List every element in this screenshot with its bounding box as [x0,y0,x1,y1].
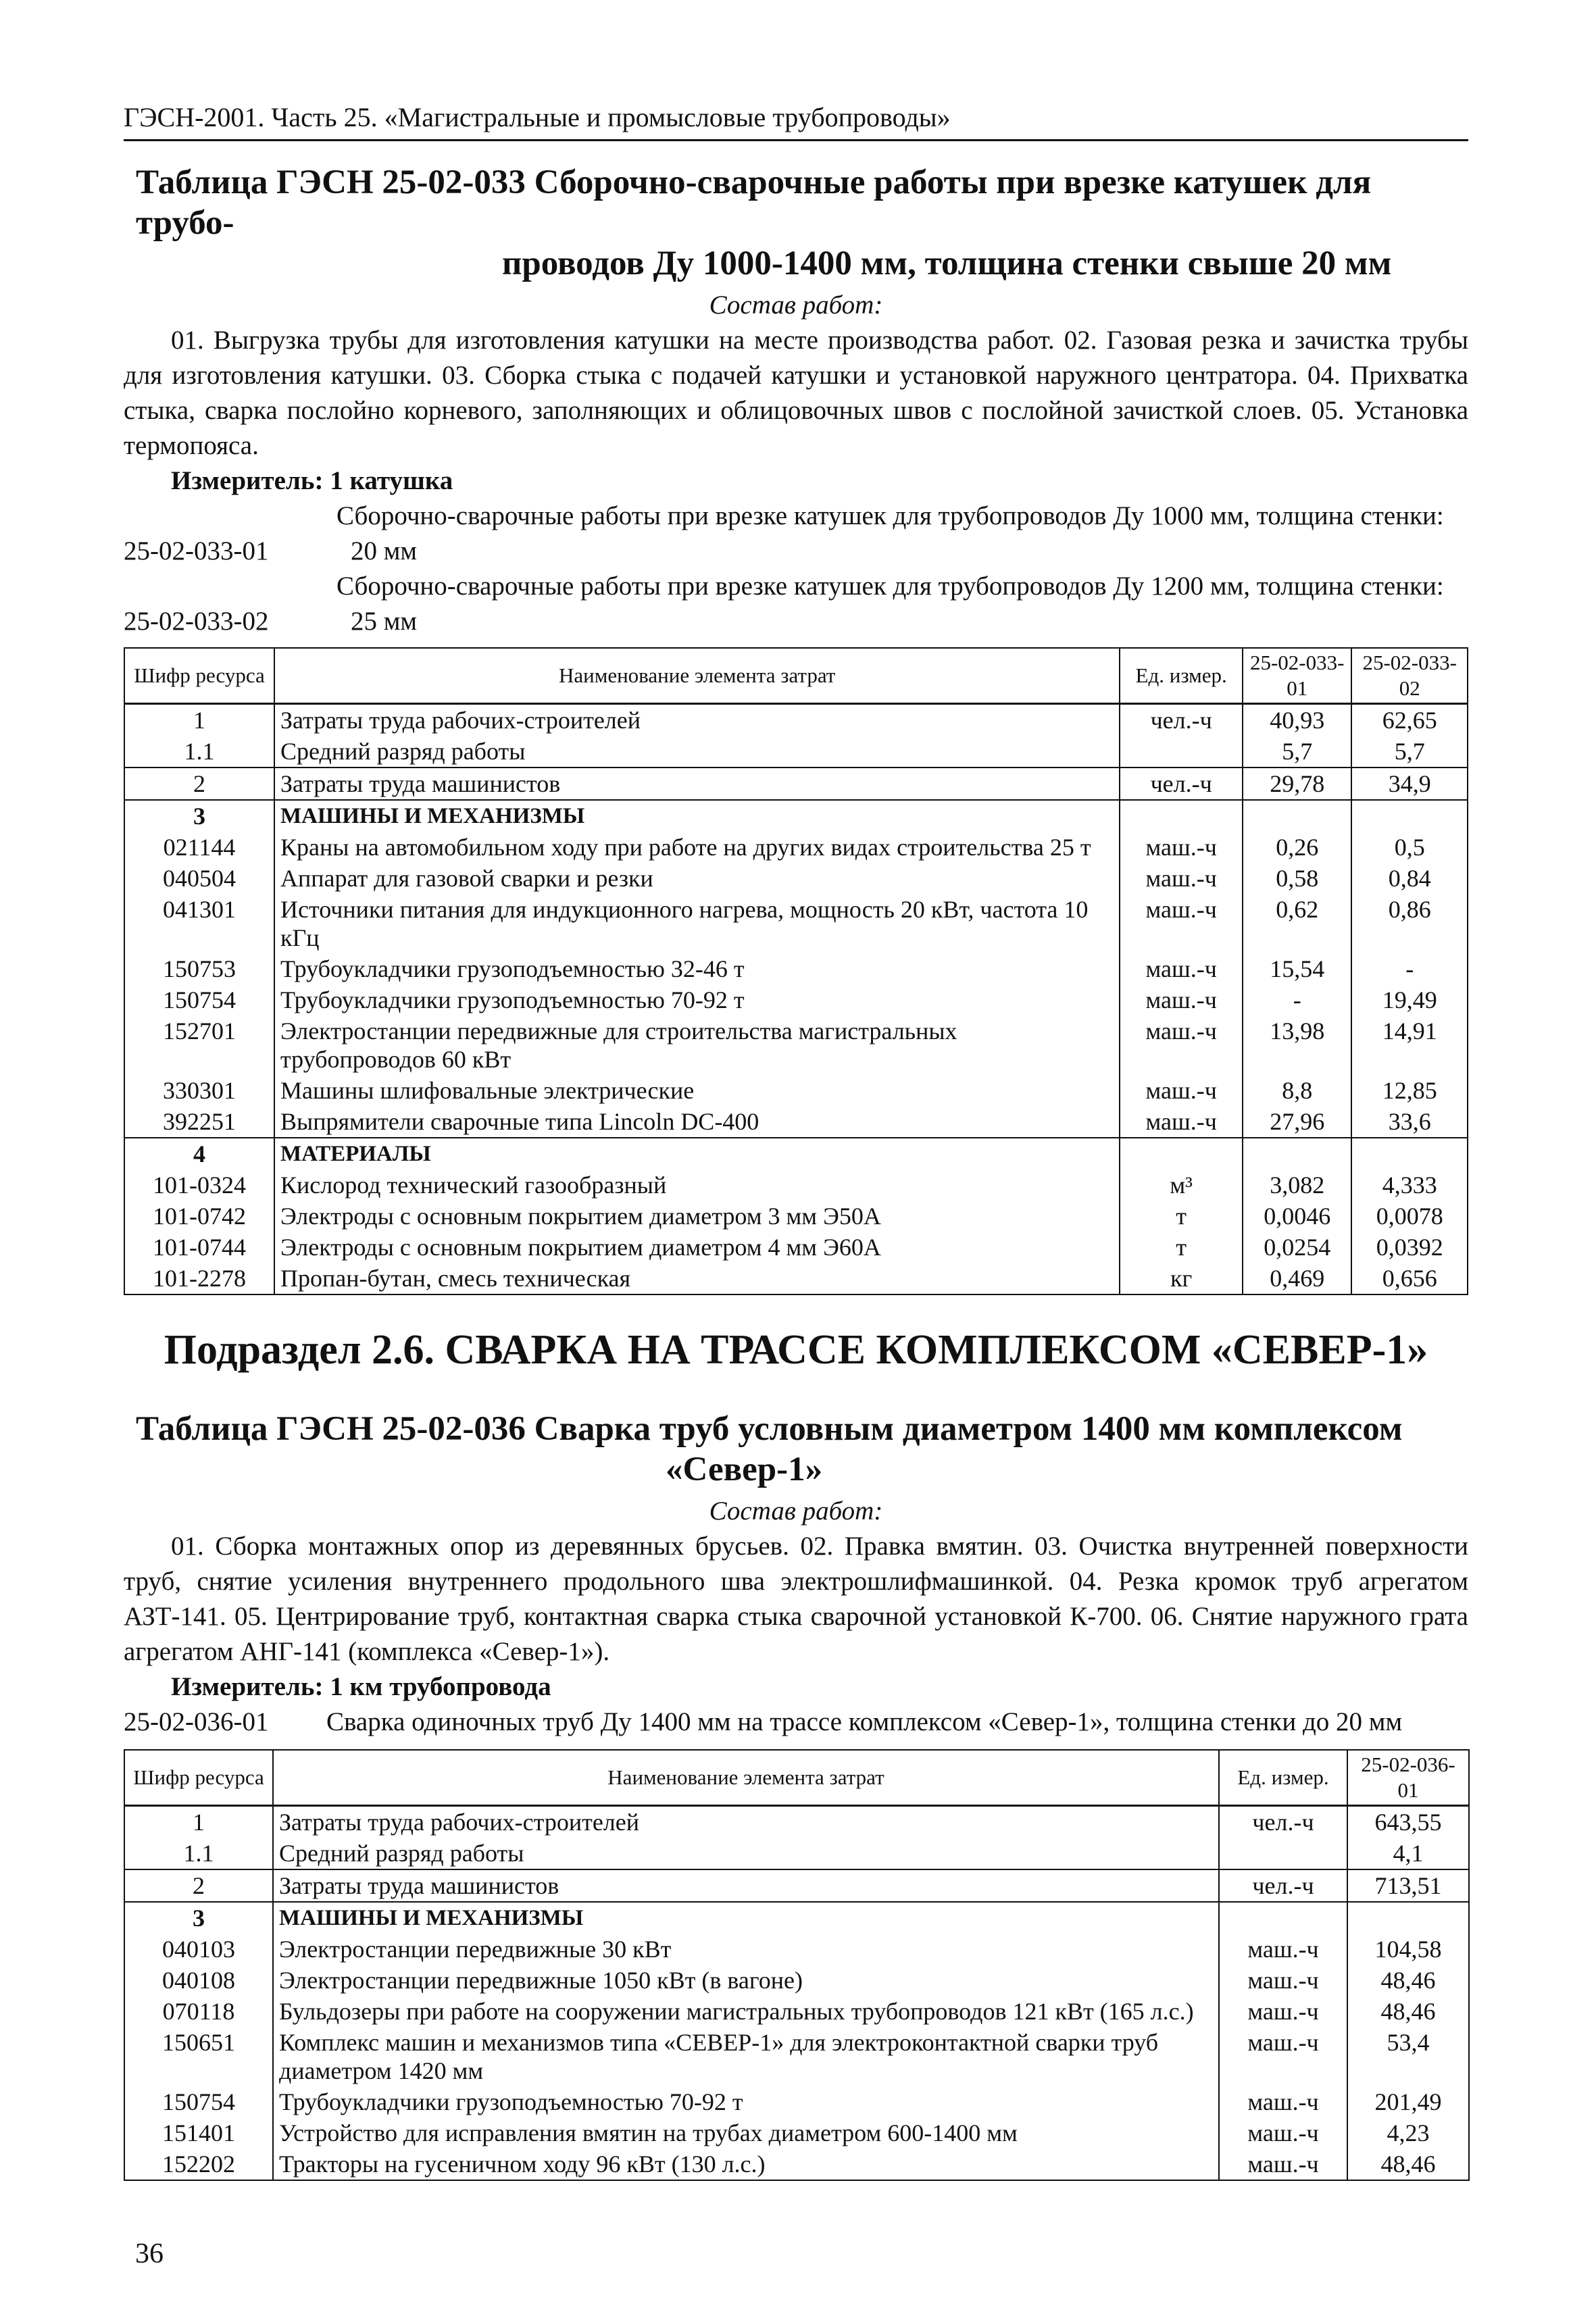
resource-code-cell: 070118 [124,1996,273,2027]
resource-code-cell: 1.1 [124,736,274,768]
resource-code-cell: 021144 [124,832,274,863]
resource-code-cell: 392251 [124,1106,274,1138]
table-row [124,1138,1468,1169]
value-cell-1: 0,0254 [1243,1232,1351,1263]
table1-item-1-value: 20 мм [351,536,418,565]
table2-header-row [124,1750,1469,1806]
value-cell-1: 27,96 [1243,1106,1351,1138]
value-cell-2: 34,9 [1351,768,1468,800]
table-row [124,704,1468,736]
value-cell-2: - [1351,953,1468,984]
resource-name-cell: Аппарат для газовой сварки и резки [274,863,1120,894]
table1-measure: Измеритель: 1 катушка [171,466,453,495]
table1-item-2-value: 25 мм [351,607,418,636]
table-row [124,2148,1469,2180]
resource-code-cell: 1 [124,1806,273,1838]
resource-name-cell: Электростанции передвижные 1050 кВт (в вагоне) [273,1965,1219,1996]
table-row [124,894,1468,953]
resource-code-cell: 151401 [124,2117,273,2148]
value-cell-1: 8,8 [1243,1075,1351,1106]
table1-item-1 [124,499,1468,569]
resource-name-cell: Затраты труда рабочих-строителей [273,1806,1219,1838]
table1-title-line1: Таблица ГЭСН 25-02-033 Сборочно-сварочные работы при врезке катушек для трубо- [136,164,1372,242]
value-cell-1: 29,78 [1243,768,1351,800]
value-cell-2: 0,5 [1351,832,1468,863]
value-cell-1: 3,082 [1243,1169,1351,1201]
value-cell-1: 643,55 [1347,1806,1469,1838]
table-row [124,1902,1469,1934]
value-cell-2: 19,49 [1351,984,1468,1015]
value-cell-1 [1243,800,1351,832]
table2-title [124,1409,1468,1490]
table-row [124,1263,1468,1294]
value-cell-1: 201,49 [1347,2086,1469,2117]
resource-code-cell: 101-0742 [124,1201,274,1232]
table2-measure: Измеритель: 1 км трубопровода [171,1672,551,1701]
resource-name-cell: Затраты труда машинистов [274,768,1120,800]
table1-item-1-code: 25-02-033-01 [124,536,269,565]
resource-code-cell: 3 [124,1902,273,1934]
table-row [124,2027,1469,2086]
table1-head-name: Наименование элемента затрат [274,648,1120,704]
resource-code-cell: 152701 [124,1015,274,1075]
unit-cell [1219,1902,1347,1934]
table-row [124,1201,1468,1232]
table-row [124,1169,1468,1201]
value-cell-1: 4,23 [1347,2117,1469,2148]
table1-sostav: Состав работ: [709,291,883,320]
page-header: ГЭСН-2001. Часть 25. «Магистральные и промысловые трубопроводы» [124,100,1468,141]
value-cell-2: 0,84 [1351,863,1468,894]
value-cell-1: 48,46 [1347,2148,1469,2180]
unit-cell: маш.-ч [1120,1075,1243,1106]
table-row [124,863,1468,894]
table2-item-code: 25-02-036-01 [124,1707,269,1736]
table1-item-2 [124,569,1468,639]
resource-name-cell: Затраты труда машинистов [273,1869,1219,1902]
value-cell-1: 15,54 [1243,953,1351,984]
resource-name-cell: Средний разряд работы [273,1838,1219,1869]
unit-cell: маш.-ч [1120,1015,1243,1075]
table2-sostav: Состав работ: [709,1496,883,1526]
unit-cell: чел.-ч [1120,704,1243,736]
value-cell-1: 4,1 [1347,1838,1469,1869]
resource-code-cell: 150651 [124,2027,273,2086]
table2-title-line2: «Север-1» [666,1451,823,1488]
table-row [124,1075,1468,1106]
value-cell-1: 0,26 [1243,832,1351,863]
unit-cell: маш.-ч [1120,832,1243,863]
unit-cell: маш.-ч [1120,984,1243,1015]
subsection-title: Подраздел 2.6. СВАРКА НА ТРАССЕ КОМПЛЕКСОМ «СЕВЕР-1» [164,1327,1428,1373]
resource-name-cell: Выпрямители сварочные типа Lincoln DC-400 [274,1106,1120,1138]
value-cell-2: 12,85 [1351,1075,1468,1106]
value-cell-2: 0,656 [1351,1263,1468,1294]
table2-head-col1: 25-02-036-01 [1347,1750,1469,1806]
unit-cell: кг [1120,1263,1243,1294]
unit-cell: маш.-ч [1120,863,1243,894]
table1-head-col1: 25-02-033-01 [1243,648,1351,704]
table1-head-col2: 25-02-033-02 [1351,648,1468,704]
unit-cell: т [1120,1232,1243,1263]
unit-cell: маш.-ч [1120,953,1243,984]
value-cell-2: 5,7 [1351,736,1468,768]
table-row [124,1106,1468,1138]
resource-code-cell: 040103 [124,1934,273,1965]
value-cell-1: 0,0046 [1243,1201,1351,1232]
value-cell-1 [1347,1902,1469,1934]
unit-cell: маш.-ч [1219,1934,1347,1965]
unit-cell: маш.-ч [1120,1106,1243,1138]
table1-body [124,704,1468,1295]
value-cell-1: 40,93 [1243,704,1351,736]
unit-cell: чел.-ч [1219,1806,1347,1838]
unit-cell: маш.-ч [1219,2027,1347,2086]
resource-code-cell: 150753 [124,953,274,984]
unit-cell [1120,1138,1243,1169]
resource-code-cell: 040504 [124,863,274,894]
unit-cell: маш.-ч [1219,2148,1347,2180]
resource-name-cell: Трубоукладчики грузоподъемностью 32-46 т [274,953,1120,984]
resource-code-cell: 152202 [124,2148,273,2180]
value-cell-1: 13,98 [1243,1015,1351,1075]
resource-name-cell: МАТЕРИАЛЫ [274,1138,1120,1169]
page-number: 36 [135,2238,164,2269]
table-row [124,1965,1469,1996]
resource-code-cell: 041301 [124,894,274,953]
table2-title-line1: Таблица ГЭСН 25-02-036 Сварка труб условным диаметром 1400 мм комплексом [136,1410,1403,1448]
table1-works: 01. Выгрузка трубы для изготовления катушки на месте производства работ. 02. Газовая резка и зачистка трубы для изготовления катушки. 03. Сборка стыка с подачей катушки и установкой наружного центратора. 04. Прихватка стыка, сварка послойно корневого, заполняющих и облицовочных швов с послойной зачисткой слоев. 05. Установка термопояса. [124,326,1468,460]
resource-code-cell: 150754 [124,2086,273,2117]
unit-cell: маш.-ч [1219,1996,1347,2027]
value-cell-1: 713,51 [1347,1869,1469,1902]
value-cell-2: 0,0392 [1351,1232,1468,1263]
value-cell-2: 4,333 [1351,1169,1468,1201]
resource-code-cell: 330301 [124,1075,274,1106]
table-row [124,736,1468,768]
resource-name-cell: Средний разряд работы [274,736,1120,768]
resource-code-cell: 101-0744 [124,1232,274,1263]
resource-name-cell: Электростанции передвижные 30 кВт [273,1934,1219,1965]
table1-item-2-code: 25-02-033-02 [124,607,269,636]
value-cell-1: 5,7 [1243,736,1351,768]
unit-cell: маш.-ч [1120,894,1243,953]
resource-name-cell: МАШИНЫ И МЕХАНИЗМЫ [273,1902,1219,1934]
resource-code-cell: 101-0324 [124,1169,274,1201]
value-cell-2: 33,6 [1351,1106,1468,1138]
unit-cell: т [1120,1201,1243,1232]
resource-name-cell: Бульдозеры при работе на сооружении магистральных трубопроводов 121 кВт (165 л.с.) [273,1996,1219,2027]
resource-name-cell: Кислород технический газообразный [274,1169,1120,1201]
resource-code-cell: 1 [124,704,274,736]
table-row [124,1838,1469,1869]
resource-code-cell: 3 [124,800,274,832]
value-cell-1: 0,58 [1243,863,1351,894]
resource-code-cell: 150754 [124,984,274,1015]
table-row [124,2086,1469,2117]
unit-cell: маш.-ч [1219,2086,1347,2117]
resource-name-cell: Трубоукладчики грузоподъемностью 70-92 т [273,2086,1219,2117]
value-cell-2: 0,86 [1351,894,1468,953]
value-cell-1: 48,46 [1347,1965,1469,1996]
table1-item-1-desc: Сборочно-сварочные работы при врезке катушек для трубопроводов Ду 1000 мм, толщина стенки: [336,501,1444,530]
resource-code-cell: 1.1 [124,1838,273,1869]
value-cell-1: 0,469 [1243,1263,1351,1294]
table2-head-name: Наименование элемента затрат [273,1750,1219,1806]
table2-works: 01. Сборка монтажных опор из деревянных брусьев. 02. Правка вмятин. 03. Очистка внутренней поверхности труб, снятие усиления внутреннего продольного шва электрошлифмашинкой. 04. Резка кромок труб агрегатом АЗТ-141. 05. Центрирование труб, контактная сварка стыка сварочной установкой К-700. 06. Снятие наружного грата агрегатом АНГ-141 (комплекса «Север-1»). [124,1532,1468,1666]
value-cell-2: 0,0078 [1351,1201,1468,1232]
value-cell-1: 0,62 [1243,894,1351,953]
table1-resources [124,647,1468,1295]
resource-name-cell: МАШИНЫ И МЕХАНИЗМЫ [274,800,1120,832]
resource-name-cell: Пропан-бутан, смесь техническая [274,1263,1120,1294]
table-row [124,1934,1469,1965]
table1-section [124,162,1468,1295]
unit-cell [1219,1838,1347,1869]
table-row [124,768,1468,800]
table1-header-row [124,648,1468,704]
resource-name-cell: Источники питания для индукционного нагрева, мощность 20 кВт, частота 10 кГц [274,894,1120,953]
unit-cell: чел.-ч [1219,1869,1347,1902]
unit-cell: маш.-ч [1219,1965,1347,1996]
value-cell-2: 14,91 [1351,1015,1468,1075]
table1-title [124,162,1468,284]
table1-head-code: Шифр ресурса [124,648,274,704]
table-row [124,832,1468,863]
resource-name-cell: Электроды с основным покрытием диаметром 3 мм Э50А [274,1201,1120,1232]
resource-name-cell: Затраты труда рабочих-строителей [274,704,1120,736]
table-row [124,1869,1469,1902]
value-cell-1: 53,4 [1347,2027,1469,2086]
table-row [124,800,1468,832]
resource-code-cell: 101-2278 [124,1263,274,1294]
table2-section [124,1409,1468,2181]
value-cell-2 [1351,1138,1468,1169]
table2-item [124,1705,1468,1740]
resource-name-cell: Трубоукладчики грузоподъемностью 70-92 т [274,984,1120,1015]
resource-name-cell: Устройство для исправления вмятин на трубах диаметром 600-1400 мм [273,2117,1219,2148]
table-row [124,1806,1469,1838]
table-row [124,984,1468,1015]
table1-title-line2: проводов Ду 1000-1400 мм, толщина стенки свыше 20 мм [502,245,1392,282]
unit-cell: чел.-ч [1120,768,1243,800]
table2-item-desc: Сварка одиночных труб Ду 1400 мм на трассе комплексом «Север-1», толщина стенки до 20 мм [326,1707,1403,1736]
table2-head-unit: Ед. измер. [1219,1750,1347,1806]
resource-name-cell: Краны на автомобильном ходу при работе на других видах строительства 25 т [274,832,1120,863]
table-row [124,1232,1468,1263]
resource-code-cell: 4 [124,1138,274,1169]
value-cell-2 [1351,800,1468,832]
value-cell-2: 62,65 [1351,704,1468,736]
unit-cell [1120,736,1243,768]
value-cell-1 [1243,1138,1351,1169]
value-cell-1: - [1243,984,1351,1015]
unit-cell: м³ [1120,1169,1243,1201]
value-cell-1: 48,46 [1347,1996,1469,2027]
resource-code-cell: 2 [124,1869,273,1902]
value-cell-1: 104,58 [1347,1934,1469,1965]
table2-body [124,1806,1469,2181]
table-row [124,1996,1469,2027]
unit-cell: маш.-ч [1219,2117,1347,2148]
resource-code-cell: 2 [124,768,274,800]
table1-item-2-desc: Сборочно-сварочные работы при врезке катушек для трубопроводов Ду 1200 мм, толщина стенки: [336,572,1444,601]
table-row [124,953,1468,984]
table-row [124,2117,1469,2148]
resource-name-cell: Тракторы на гусеничном ходу 96 кВт (130 л.с.) [273,2148,1219,2180]
resource-code-cell: 040108 [124,1965,273,1996]
unit-cell [1120,800,1243,832]
resource-name-cell: Комплекс машин и механизмов типа «СЕВЕР-1» для электроконтактной сварки труб диаметром 1420 мм [273,2027,1219,2086]
table2-resources [124,1749,1470,2181]
resource-name-cell: Электроды с основным покрытием диаметром 4 мм Э60А [274,1232,1120,1263]
table1-head-unit: Ед. измер. [1120,648,1243,704]
table2-head-code: Шифр ресурса [124,1750,273,1806]
resource-name-cell: Электростанции передвижные для строительства магистральных трубопроводов 60 кВт [274,1015,1120,1075]
resource-name-cell: Машины шлифовальные электрические [274,1075,1120,1106]
table-row [124,1015,1468,1075]
